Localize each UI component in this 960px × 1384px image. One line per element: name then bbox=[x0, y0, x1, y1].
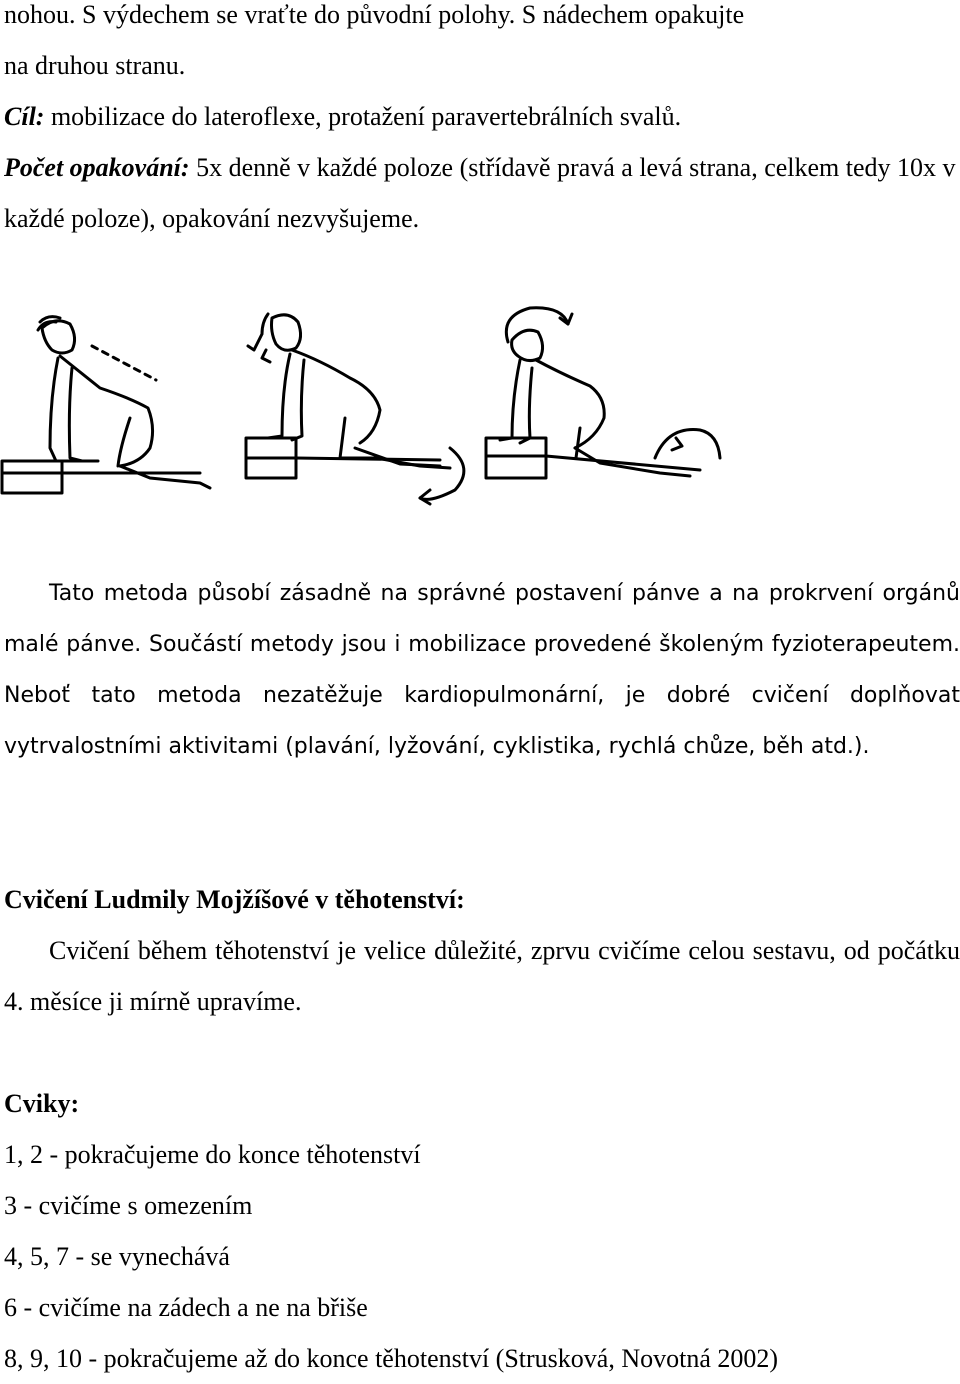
reps-text: 5x denně v každé poloze (střídavě pravá a levá strana, celkem tedy 10x v každé poloze), opakování nezvyšujeme. bbox=[4, 153, 956, 233]
exercise-item: 6 - cvičíme na zádech a ne na břiše bbox=[4, 1293, 368, 1322]
section-text: Cvičení během těhotenství je velice důležité, zprvu cvičíme celou sestavu, od počátku 4. měsíce ji mírně upravíme. bbox=[4, 936, 960, 1016]
section-heading: Cvičení Ludmily Mojžíšové v těhotenství: bbox=[4, 885, 465, 914]
goal-paragraph bbox=[4, 91, 960, 142]
reps-label: Počet opakování: bbox=[4, 153, 190, 182]
exercise-illustration bbox=[0, 298, 730, 518]
reps-paragraph bbox=[4, 142, 960, 244]
goal-label: Cíl: bbox=[4, 102, 45, 131]
method-paragraph: Tato metoda působí zásadně na správné postavení pánve a na prokrvení orgánů malé pánve. Součástí metody jsou i mobilizace provedené školeným fyzioterapeutem. Neboť tato metoda nezatěžuje kardiopulmonární, je dobré cvičení doplňovat vytrvalostními aktivitami (plavání, lyžování, cyklistika, rychlá chůze, běh atd.). bbox=[4, 581, 960, 759]
exercises-heading: Cviky: bbox=[4, 1089, 80, 1118]
intro-paragraph bbox=[4, 0, 960, 91]
goal-text: mobilizace do lateroflexe, protažení paravertebrálních svalů. bbox=[44, 102, 682, 131]
figure-1-illustration bbox=[2, 317, 210, 493]
figure-3-illustration bbox=[486, 308, 720, 478]
intro-line-1: nohou. S výdechem se vraťte do původní polohy. S nádechem opakujte bbox=[4, 0, 745, 29]
intro-section bbox=[4, 0, 960, 244]
method-section bbox=[4, 568, 960, 772]
intro-line-2: na druhou stranu. bbox=[4, 51, 186, 80]
exercise-item: 1, 2 - pokračujeme do konce těhotenství bbox=[4, 1140, 421, 1169]
exercise-item: 4, 5, 7 - se vynechává bbox=[4, 1242, 230, 1271]
figure-2-illustration bbox=[246, 314, 464, 504]
exercises-section bbox=[4, 1078, 960, 1384]
exercise-item: 3 - cvičíme s omezením bbox=[4, 1191, 253, 1220]
exercise-item: 8, 9, 10 - pokračujeme až do konce těhotenství (Strusková, Novotná 2002) bbox=[4, 1344, 779, 1373]
mojzisova-section bbox=[4, 874, 960, 1027]
